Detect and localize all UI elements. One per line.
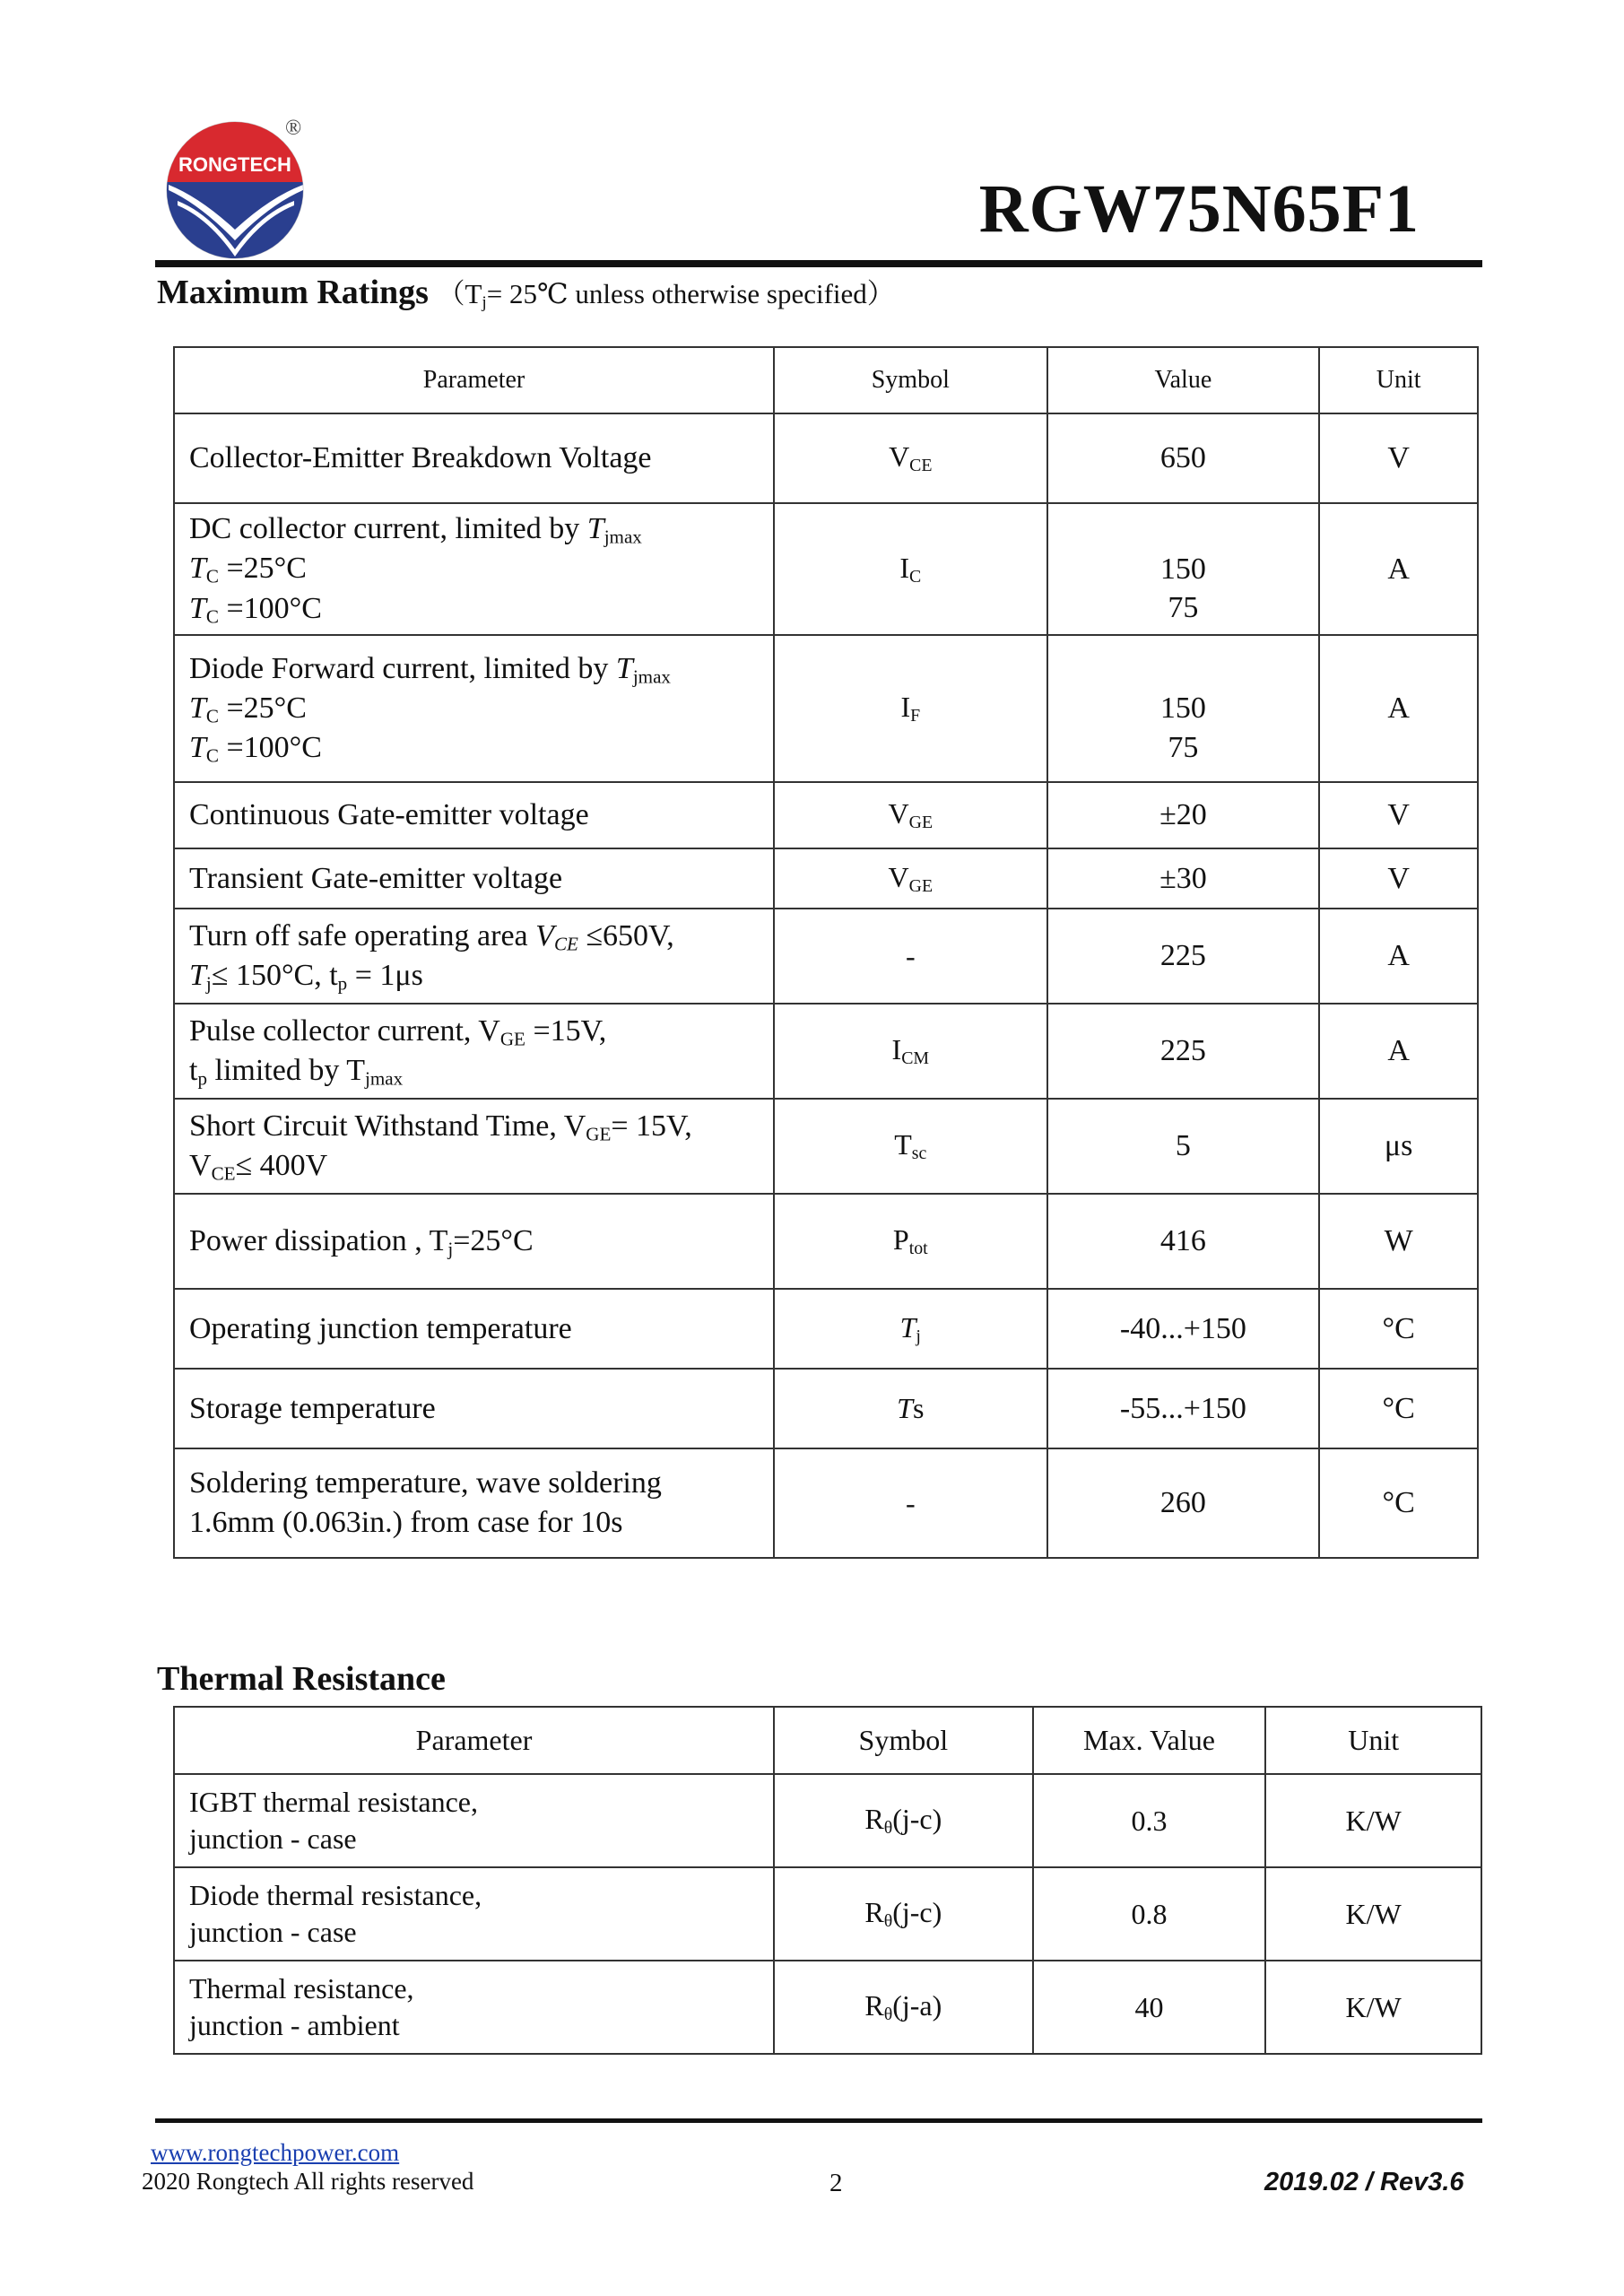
table-row — [174, 635, 1478, 782]
parameter-cell: Transient Gate-emitter voltage — [174, 848, 774, 909]
symbol-cell: - — [774, 1448, 1047, 1558]
value-cell: 150 75 — [1047, 503, 1320, 635]
revision: 2019.02 / Rev3.6 — [1264, 2168, 1464, 2196]
parameter-cell: Continuous Gate-emitter voltage — [174, 782, 774, 848]
table-row — [174, 1774, 1481, 1867]
unit-cell: °C — [1319, 1448, 1478, 1558]
value-cell: ±30 — [1047, 848, 1320, 909]
max-ratings-heading: Maximum Ratings — [157, 274, 429, 311]
max-ratings-condition: （$T_j=$ 25℃ unless otherwise specified） — [437, 278, 895, 312]
header-parameter: Parameter — [174, 1707, 774, 1774]
symbol-cell: $R_\theta(j-c)$ — [774, 1867, 1033, 1961]
unit-cell: A — [1319, 635, 1478, 782]
parameter-cell: Power dissipation , $T_j=25^\circ C$ — [174, 1194, 774, 1289]
value-cell: -40...+150 — [1047, 1289, 1320, 1369]
parameter-cell: Operating junction temperature — [174, 1289, 774, 1369]
header-unit: Unit — [1319, 347, 1478, 413]
parameter-cell: Short Circuit Withstand Time, $V_{GE}= 15V$, $V_{CE}\le 400V$ — [174, 1099, 774, 1194]
parameter-cell: Storage temperature — [174, 1369, 774, 1448]
value-cell: 150 75 — [1047, 635, 1320, 782]
parameter-cell: Soldering temperature, wave soldering 1.6mm (0.063in.) from case for 10s — [174, 1448, 774, 1558]
table-row — [174, 1289, 1478, 1369]
unit-cell: K/W — [1265, 1774, 1481, 1867]
table-row — [174, 909, 1478, 1004]
table-row — [174, 503, 1478, 635]
symbol-cell: - — [774, 909, 1047, 1004]
website-link[interactable]: www.rongtechpower.com — [151, 2139, 400, 2166]
unit-cell: A — [1319, 1004, 1478, 1099]
value-cell: 5 — [1047, 1099, 1320, 1194]
header-symbol: Symbol — [774, 347, 1047, 413]
value-cell: 650 — [1047, 413, 1320, 503]
table-row — [174, 413, 1478, 503]
parameter-cell: Collector-Emitter Breakdown Voltage — [174, 413, 774, 503]
symbol-cell: $V_{GE}$ — [774, 848, 1047, 909]
parameter-cell: Thermal resistance, junction - ambient — [174, 1961, 774, 2054]
symbol-cell: Ts — [774, 1369, 1047, 1448]
value-cell: -55...+150 — [1047, 1369, 1320, 1448]
parameter-cell: DC collector current, limited by $T_{jmax}$ $T_C =25^\circ C$ $T_C =100^\circ C$ — [174, 503, 774, 635]
thermal-resistance-table — [173, 1706, 1482, 2055]
max-ratings-title — [157, 271, 895, 313]
unit-cell: μs — [1319, 1099, 1478, 1194]
table-row — [174, 1194, 1478, 1289]
max-ratings-table — [173, 346, 1479, 1559]
unit-cell: V — [1319, 413, 1478, 503]
table-row — [174, 1369, 1478, 1448]
header-symbol: Symbol — [774, 1707, 1033, 1774]
parameter-cell: Diode Forward current, limited by $T_{jmax}$ $T_C =25^\circ C$ $T_C =100^\circ C$ — [174, 635, 774, 782]
part-number: RGW75N65F1 — [978, 171, 1420, 247]
unit-cell: K/W — [1265, 1867, 1481, 1961]
value-cell: ±20 — [1047, 782, 1320, 848]
symbol-cell: $R_\theta(j-a)$ — [774, 1961, 1033, 2054]
copyright: 2020 Rongtech All rights reserved — [142, 2168, 474, 2195]
table-row — [174, 1004, 1478, 1099]
unit-cell: W — [1319, 1194, 1478, 1289]
page-number: 2 — [829, 2169, 843, 2197]
symbol-cell: $P_{tot}$ — [774, 1194, 1047, 1289]
symbol-cell: $V_{CE}$ — [774, 413, 1047, 503]
symbol-cell: $T_{sc}$ — [774, 1099, 1047, 1194]
symbol-cell: $T_j$ — [774, 1289, 1047, 1369]
unit-cell: °C — [1319, 1369, 1478, 1448]
value-cell: 0.8 — [1033, 1867, 1266, 1961]
value-cell: 416 — [1047, 1194, 1320, 1289]
unit-cell: °C — [1319, 1289, 1478, 1369]
table-row — [174, 1099, 1478, 1194]
thermal-resistance-title: Thermal Resistance — [157, 1660, 446, 1698]
table-row — [174, 848, 1478, 909]
unit-cell: V — [1319, 782, 1478, 848]
parameter-cell: Diode thermal resistance, junction - case — [174, 1867, 774, 1961]
symbol-cell: $V_{GE}$ — [774, 782, 1047, 848]
parameter-cell: Pulse collector current, $V_{GE} =15V$, $t_p$ limited by $T_{jmax}$ — [174, 1004, 774, 1099]
value-cell: 225 — [1047, 1004, 1320, 1099]
symbol-cell: $I_{CM}$ — [774, 1004, 1047, 1099]
table-header-row — [174, 1707, 1481, 1774]
unit-cell: V — [1319, 848, 1478, 909]
value-cell: 225 — [1047, 909, 1320, 1004]
parameter-cell: Turn off safe operating area $V_{CE} \le 650V$, $T_j\le 150^\circ C$, $t_p = 1\mu s$ — [174, 909, 774, 1004]
table-row — [174, 1867, 1481, 1961]
registered-mark: ® — [285, 117, 302, 140]
footer-rule — [155, 2118, 1482, 2123]
header-value: Value — [1047, 347, 1320, 413]
unit-cell: A — [1319, 503, 1478, 635]
parameter-cell: IGBT thermal resistance, junction - case — [174, 1774, 774, 1867]
table-header-row — [174, 347, 1478, 413]
value-cell: 40 — [1033, 1961, 1266, 2054]
value-cell: 260 — [1047, 1448, 1320, 1558]
header-rule — [155, 260, 1482, 267]
symbol-cell: $I_F$ — [774, 635, 1047, 782]
header-max-value: Max. Value — [1033, 1707, 1266, 1774]
symbol-cell: $I_C$ — [774, 503, 1047, 635]
unit-cell: A — [1319, 909, 1478, 1004]
unit-cell: K/W — [1265, 1961, 1481, 2054]
symbol-cell: $R_\theta(j-c)$ — [774, 1774, 1033, 1867]
table-row — [174, 1961, 1481, 2054]
value-cell: 0.3 — [1033, 1774, 1266, 1867]
table-row — [174, 1448, 1478, 1558]
table-row — [174, 782, 1478, 848]
logo-text: RONGTECH — [178, 153, 291, 176]
header-unit: Unit — [1265, 1707, 1481, 1774]
header-parameter: Parameter — [174, 347, 774, 413]
